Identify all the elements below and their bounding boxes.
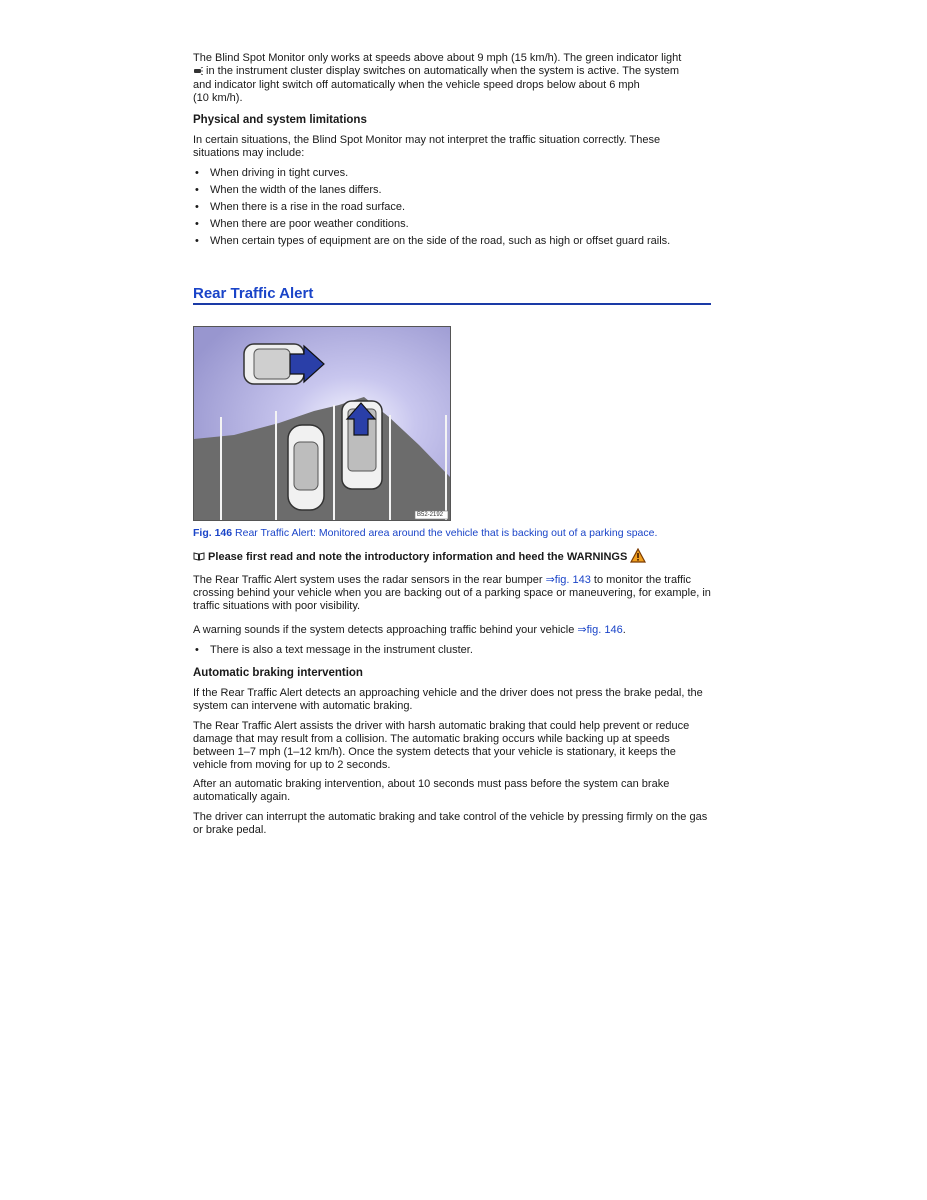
limitations-text: In certain situations, the Blind Spot Monitor may not interpret the traffic situation correctly. These situations may include: bbox=[193, 134, 661, 159]
parked-car bbox=[288, 425, 324, 510]
list-item: • When there is a rise in the road surface. bbox=[193, 201, 733, 218]
braking-heading: Automatic braking intervention bbox=[193, 667, 363, 679]
read-first-notice bbox=[193, 548, 646, 567]
figure-caption-label: Fig. 146 bbox=[193, 527, 233, 539]
intro-paragraph bbox=[193, 52, 711, 105]
figure-caption-text: Rear Traffic Alert: Monitored area around the vehicle that is backing out of a parking space. bbox=[232, 527, 658, 539]
list-item: • When certain types of equipment are on the side of the road, such as high or offset guard rails. bbox=[193, 235, 733, 252]
list-item: • When the width of the lanes differs. bbox=[193, 184, 733, 201]
rta-p2-text-b: . bbox=[622, 624, 626, 636]
rear-traffic-alert-figure bbox=[193, 326, 451, 521]
list-item: • There is also a text message in the instrument cluster. bbox=[193, 644, 733, 661]
blind-spot-indicator-icon bbox=[193, 66, 203, 79]
rta-p1-text-b: to monitor the traffic crossing behind your vehicle when you are backing out of a parking space or maneuvering, for example, in traffic situations with poor visibility. bbox=[193, 574, 711, 612]
intro-line-2-text: in the instrument cluster display switches on automatically when the system is active. The system bbox=[203, 65, 680, 77]
braking-paragraph-4: The driver can interrupt the automatic braking and take control of the vehicle by pressing firmly on the gas or brake pedal. bbox=[193, 811, 708, 836]
intro-line-4: (10 km/h). bbox=[193, 92, 243, 104]
list-item: • When there are poor weather conditions. bbox=[193, 218, 733, 235]
braking-paragraph-1: If the Rear Traffic Alert detects an approaching vehicle and the driver does not press the brake pedal, the system can intervene with automatic braking. bbox=[193, 687, 703, 712]
limitations-list bbox=[193, 167, 733, 252]
rta-paragraph-1 bbox=[193, 574, 711, 613]
figure-caption bbox=[193, 527, 793, 540]
fig-146-link[interactable]: ⇒fig. 146 bbox=[577, 624, 623, 636]
parking-illustration bbox=[194, 327, 450, 520]
section-title: Rear Traffic Alert bbox=[193, 285, 711, 305]
figure-code: B52-2192 bbox=[417, 512, 444, 518]
warning-icon[interactable] bbox=[630, 548, 646, 567]
braking-paragraph-3: After an automatic braking intervention, about 10 seconds must pass before the system can brake automatically again. bbox=[193, 778, 670, 803]
intro-line-1: The Blind Spot Monitor only works at speeds above about 9 mph (15 km/h). The green indicator light bbox=[193, 52, 682, 64]
book-icon bbox=[193, 552, 205, 565]
rta-paragraph-2 bbox=[193, 624, 711, 637]
braking-paragraph-2: The Rear Traffic Alert assists the driver with harsh automatic braking that could help prevent or reduce damage that may result from a collision. The automatic braking occurs while backing up at speeds between 1–7 mph (1–12 km/h). Once the system detects that your vehicle is stationary, it keeps the vehicle from moving for up to 2 seconds. bbox=[193, 720, 690, 771]
rta-p2-text-a: A warning sounds if the system detects approaching traffic behind your vehicle bbox=[193, 624, 578, 636]
read-first-text: Please first read and note the introductory information and heed the WARNINGS bbox=[205, 551, 631, 563]
list-item: • When driving in tight curves. bbox=[193, 167, 733, 184]
reversing-car bbox=[342, 401, 382, 489]
intro-line-2 bbox=[193, 65, 711, 79]
rta-p1-text-a: The Rear Traffic Alert system uses the radar sensors in the rear bumper bbox=[193, 574, 546, 586]
intro-line-3: and indicator light switch off automatically when the vehicle speed drops below about 6 mph bbox=[193, 79, 640, 91]
limitations-heading: Physical and system limitations bbox=[193, 114, 367, 126]
fig-143-link[interactable]: ⇒fig. 143 bbox=[545, 574, 591, 586]
rta-list bbox=[193, 644, 733, 661]
